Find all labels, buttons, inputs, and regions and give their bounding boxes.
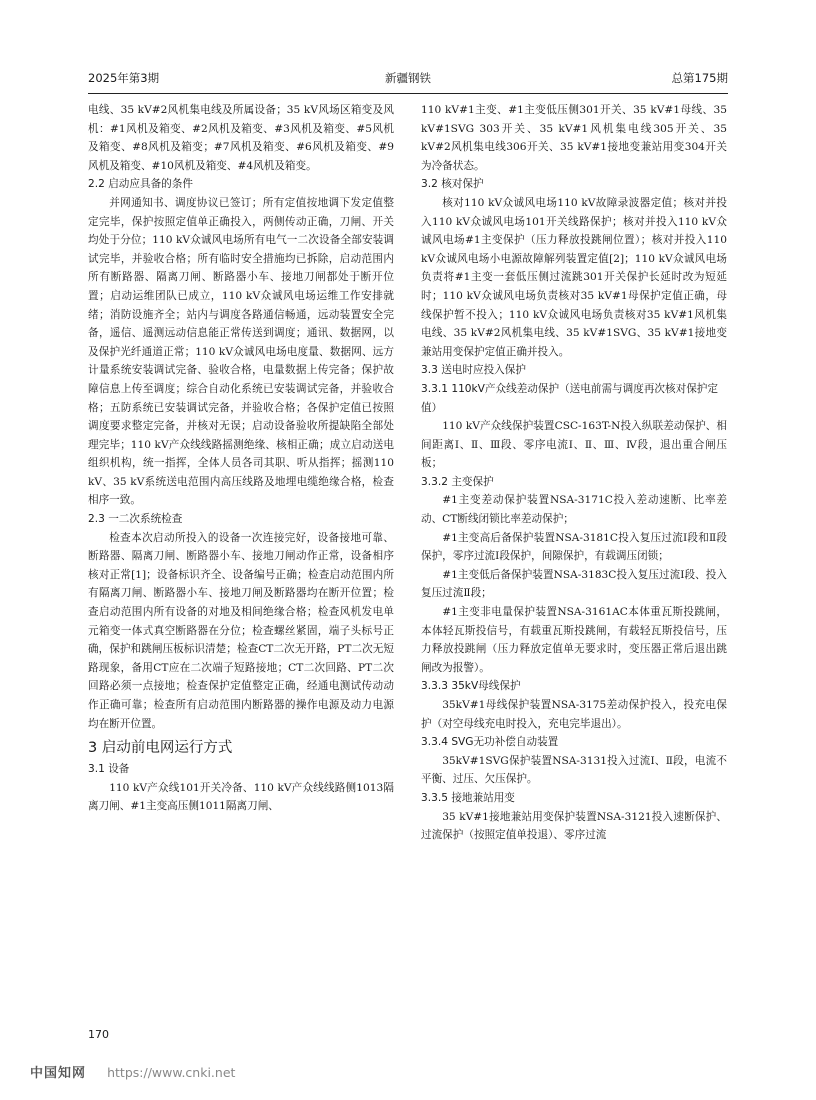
section-heading-2-3: 2.3 一二次系统检查 bbox=[88, 513, 183, 526]
header-issue: 2025年第3期 bbox=[88, 71, 160, 85]
paragraph: #1主变非电量保护装置NSA-3161AC本体重瓦斯投跳闸，本体轻瓦斯投信号，有载重瓦斯投跳闸，有载轻瓦斯投信号，压力释放投跳闸（压力释放定值单无要求时，变压器正常后退出跳闸改为报警）。 bbox=[421, 606, 727, 674]
paragraph: #1主变高后备保护装置NSA-3181C投入复压过流Ⅰ段和Ⅱ段保护，零序过流Ⅰ段保护，间隙保护，有载调压闭锁； bbox=[421, 531, 727, 563]
running-header bbox=[88, 70, 728, 90]
paragraph: 110 kV产众线保护装置CSC-163T-N投入纵联差动保护、相间距离Ⅰ、Ⅱ、Ⅲ段、零序电流Ⅰ、Ⅱ、Ⅲ、Ⅳ段，退出重合闸压板； bbox=[421, 420, 727, 470]
paragraph: 核对110 kV众诚风电场110 kV故障录波器定值；核对并投入110 kV众诚风电场101开关线路保护；核对并投入110 kV众诚风电场#1主变保护（压力释放投跳闸位置）；核对并投入110 kV众诚风电场小电源故障解列装置定值[2]；110 kV众诚风电场负责将#1主变一套低压侧过流跳301开关保护长延时改为短延时；110 kV众诚风电场负责核对35 kV#1母保护定值正确，母线保护暂不投入；110 kV众诚风电场负责核对35 kV#1风机集电线、35 kV#2风机集电线、35 kV#1SVG、35 kV#1接地变兼站用变保护定值正确并投入。 bbox=[421, 196, 727, 358]
section-heading-3-3-5: 3.3.5 接地兼站用变 bbox=[421, 791, 515, 804]
paragraph: 电线、35 kV#2风机集电线及所属设备；35 kV风场区箱变及风机：#1风机及箱变、#2风机及箱变、#3风机及箱变、#5风机及箱变、#8风机及箱变；#7风机及箱变、#6风机及箱变、#9风机及箱变、#10风机及箱变、#4风机及箱变。 bbox=[88, 104, 394, 172]
paragraph: #1主变差动保护装置NSA-3171C投入差动速断、比率差动、CT断线闭锁比率差动保护； bbox=[421, 494, 727, 526]
paragraph: #1主变低后备保护装置NSA-3183C投入复压过流Ⅰ段、投入复压过流Ⅱ段； bbox=[421, 568, 727, 600]
left-column bbox=[88, 101, 394, 816]
header-total-issue: 总第175期 bbox=[671, 71, 728, 85]
paragraph: 35kV#1母线保护装置NSA-3175差动保护投入，投充电保护（对空母线充电时投入，充电完毕退出）。 bbox=[421, 699, 727, 730]
paragraph: 110 kV产众线101开关冷备、110 kV产众线线路侧1013隔离刀闸、#1主变高压侧1011隔离刀闸、 bbox=[88, 781, 394, 813]
paragraph: 并网通知书、调度协议已签订；所有定值按地调下发定值整定完毕，保护按照定值单正确投入，两侧传动正确，刀闸、开关均处于分位；110 kV众诚风电场所有电气一二次设备全部安装调试完毕，并验收合格；所有临时安全措施均已拆除，启动范围内所有断路器、隔离刀闸、断路器小车、接地刀闸都处于断开位置；启动运维团队已成立，110 kV众诚风电场运维工作安排就绪；消防设施齐全；站内与调度各路通信畅通，远动装置安全完备，遥信、遥测远动信息能正常传送到调度；通讯、数据网，以及保护光纤通道正常；110 kV众诚风电场电度量、数据网、远方计量系统安装调试完备、验收合格，电量数据上传完备；保护故障信息上传至调度；综合自动化系统已安装调试完备，并验收合格；五防系统已安装调试完备，并验收合格；各保护定值已按照调度要求整定完备，并核对无误；启动设备验收所提缺陷全部处理完毕；110 kV产众线线路摇测绝缘、核相正确；成立启动送电组织机构，统一指挥，全体人员各司其职、听从指挥；摇测110 kV、35 kV系统送电范围内高压线路及地埋电缆绝缘合格，检查相序一致。 bbox=[88, 196, 394, 507]
header-journal: 新疆钢铁 bbox=[385, 71, 431, 85]
footer-url[interactable]: https://www.cnki.net bbox=[107, 1065, 236, 1080]
section-heading-3-3-1: 3.3.1 110kV产众线差动保护（送电前需与调度再次核对保护定值） bbox=[421, 382, 718, 414]
paragraph: 35kV#1SVG保护装置NSA-3131投入过流Ⅰ、Ⅱ段，电流不平衡、过压、欠压保护。 bbox=[421, 754, 727, 786]
footer-watermark bbox=[30, 1062, 235, 1081]
section-heading-2-2: 2.2 启动应具备的条件 bbox=[88, 178, 193, 191]
paragraph: 35 kV#1接地兼站用变保护装置NSA-3121投入速断保护、过流保护（按照定值单投退）、零序过流 bbox=[421, 810, 727, 842]
paragraph: 110 kV#1主变、#1主变低压侧301开关、35 kV#1母线、35 kV#1SVG 303开关、35 kV#1风机集电线305开关、35 kV#2风机集电线306开关、35 kV#1接地变兼站用变304开关为冷备状态。 bbox=[421, 104, 727, 172]
right-column bbox=[421, 101, 727, 845]
header-rule bbox=[88, 93, 728, 94]
section-heading-3-2: 3.2 核对保护 bbox=[421, 178, 484, 191]
page-number: 170 bbox=[88, 1028, 109, 1041]
section-heading-3: 3 启动前电网运行方式 bbox=[88, 740, 233, 757]
section-heading-3-3-4: 3.3.4 SVG无功补偿自动装置 bbox=[421, 736, 559, 749]
section-heading-3-3-2: 3.3.2 主变保护 bbox=[421, 475, 494, 488]
section-heading-3-3: 3.3 送电时应投入保护 bbox=[421, 364, 526, 377]
section-heading-3-1: 3.1 设备 bbox=[88, 763, 130, 776]
cnki-logo: 中国知网 bbox=[30, 1066, 87, 1081]
paragraph: 检查本次启动所投入的设备一次连接完好，设备接地可靠、断路器、隔离刀闸、断路器小车、接地刀闸动作正常，设备相序核对正常[1]；设备标识齐全、设备编号正确；检查启动范围内所有隔离刀闸、断路器小车、接地刀闸及断路器均在断开位置；检查启动范围内所有设备的对地及相间绝缘合格；检查风机发电单元箱变一体式真空断路器在分位；检查螺丝紧固，端子头标号正确，保护和跳闸压板标识清楚；检查CT二次无开路，PT二次无短路现象，备用CT应在二次端子短路接地；CT二次回路、PT二次回路必须一点接地；检查保护定值整定正确，经通电测试传动动作正确可靠；检查所有启动范围内断路器的操作电源及动力电源均在断开位置。 bbox=[88, 531, 394, 730]
section-heading-3-3-3: 3.3.3 35kV母线保护 bbox=[421, 680, 521, 693]
